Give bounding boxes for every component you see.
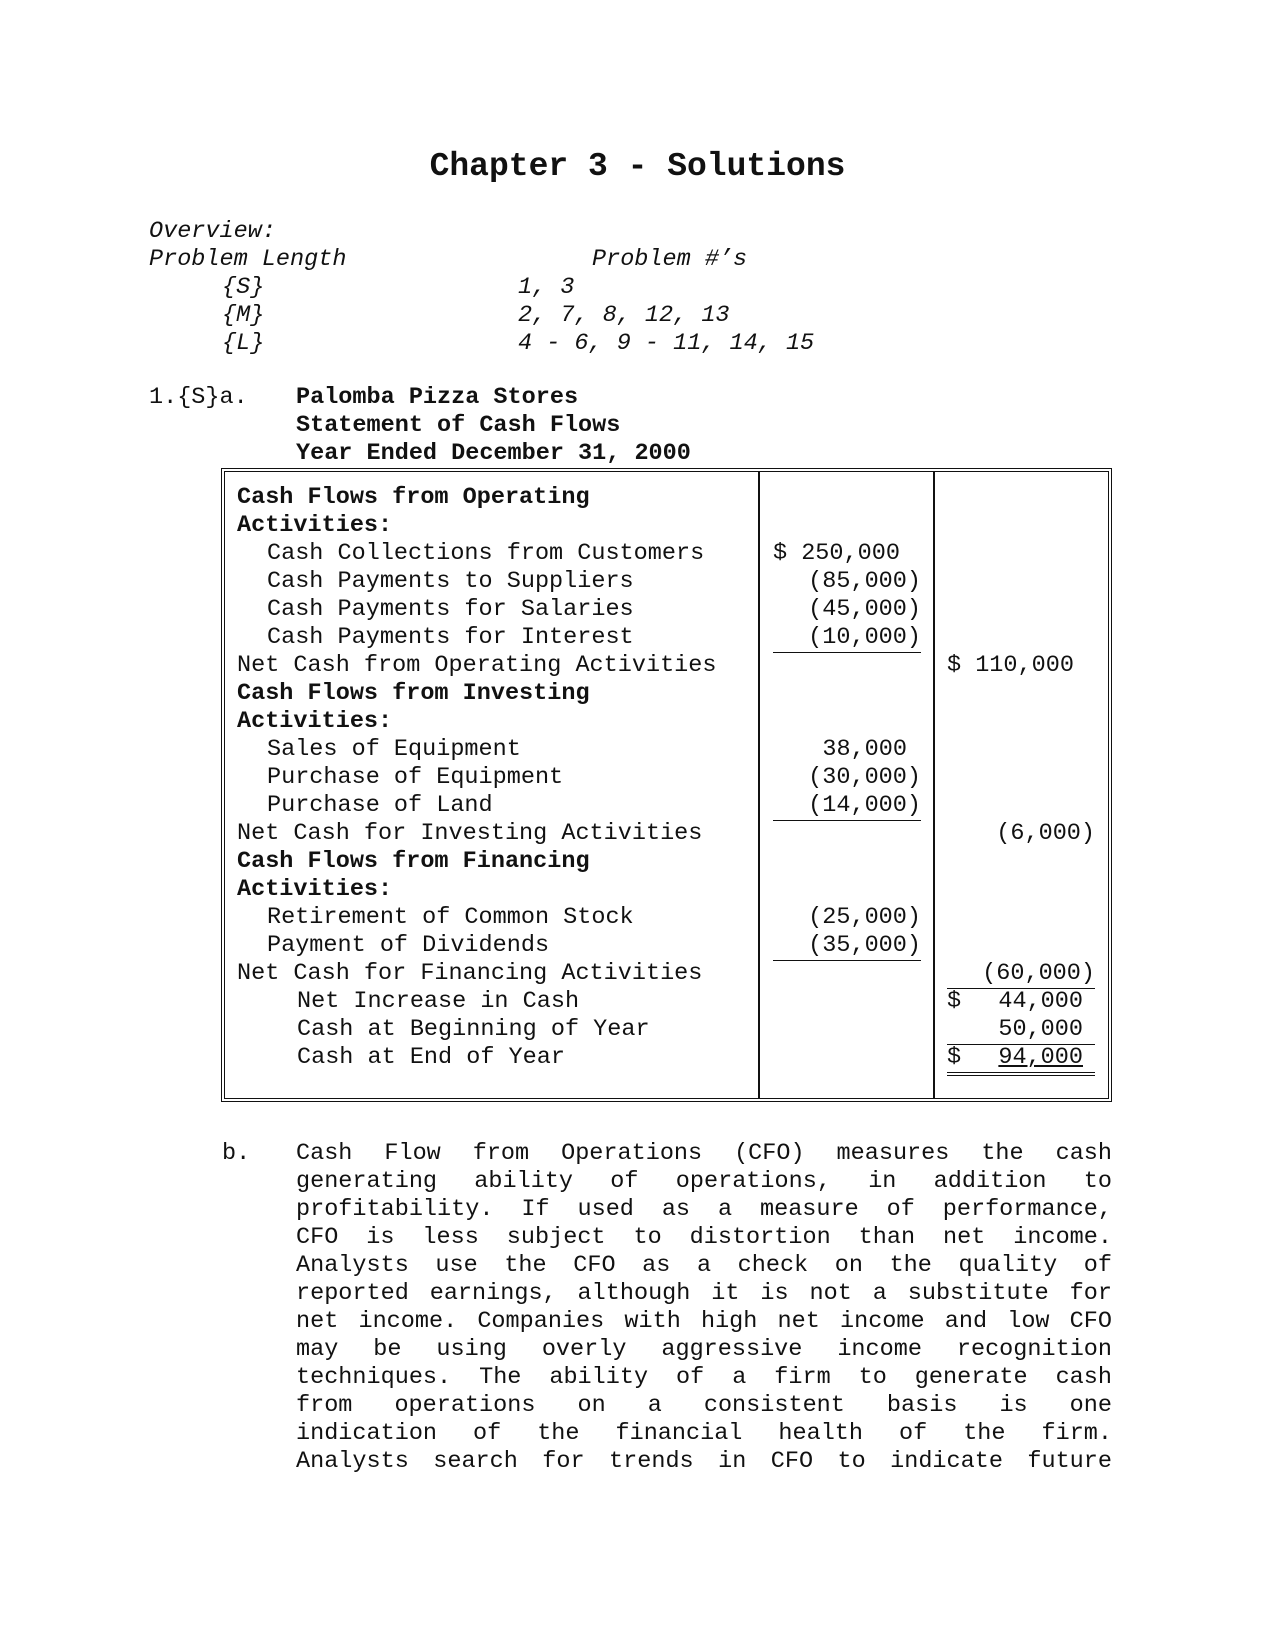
column-divider bbox=[933, 472, 935, 1098]
line-item-amount: (35,000) bbox=[773, 932, 921, 961]
line-item-label: Sales of Equipment bbox=[267, 736, 521, 763]
line-item-amount: (14,000) bbox=[773, 792, 921, 821]
operating-header-cont: Activities: bbox=[237, 512, 393, 539]
line-item-label: Cash Payments for Salaries bbox=[267, 596, 634, 623]
cash-flow-table bbox=[221, 468, 1112, 1102]
paragraph-line: may be using overly aggressive income recognition bbox=[296, 1336, 1112, 1363]
ending-cash-value: 94,000 bbox=[998, 1044, 1083, 1071]
line-item-label: Payment of Dividends bbox=[267, 932, 550, 959]
paragraph-line: Analysts search for trends in CFO to indicate future bbox=[296, 1448, 1112, 1475]
net-operating-label: Net Cash from Operating Activities bbox=[237, 652, 717, 679]
paragraph-line: generating ability of operations, in addition to bbox=[296, 1168, 1112, 1195]
ending-cash-total bbox=[947, 1044, 1095, 1076]
paragraph-line: techniques. The ability of a firm to generate cash bbox=[296, 1364, 1112, 1391]
statement-title: Statement of Cash Flows bbox=[296, 412, 621, 439]
line-item-label: Cash Payments to Suppliers bbox=[267, 568, 634, 595]
column-divider bbox=[758, 472, 760, 1098]
line-item-label: Purchase of Equipment bbox=[267, 764, 564, 791]
net-investing-total: (6,000) bbox=[996, 820, 1095, 847]
line-item-label: Cash Collections from Customers bbox=[267, 540, 705, 567]
net-increase-total: 44,000 bbox=[998, 988, 1083, 1015]
financing-header: Cash Flows from Financing bbox=[237, 848, 590, 875]
net-financing-label: Net Cash for Financing Activities bbox=[237, 960, 703, 987]
line-item-amount: (85,000) bbox=[808, 568, 921, 595]
financing-header-cont: Activities: bbox=[237, 876, 393, 903]
line-item-amount: 38,000 bbox=[822, 736, 907, 763]
net-investing-label: Net Cash for Investing Activities bbox=[237, 820, 703, 847]
overview-length-m: {M} bbox=[222, 302, 265, 329]
investing-header: Cash Flows from Investing bbox=[237, 680, 590, 707]
line-item-amount: $ 250,000 bbox=[773, 540, 900, 567]
beginning-cash-value: 50,000 bbox=[998, 1016, 1083, 1043]
company-name: Palomba Pizza Stores bbox=[296, 384, 579, 411]
line-item-amount: (10,000) bbox=[773, 624, 921, 653]
overview-col-length-header: Problem Length bbox=[149, 246, 347, 273]
paragraph-line: Analysts use the CFO as a check on the quality of bbox=[296, 1252, 1112, 1279]
operating-header: Cash Flows from Operating bbox=[237, 484, 590, 511]
net-increase-dollar: $ bbox=[947, 988, 962, 1015]
line-item-amount: (45,000) bbox=[808, 596, 921, 623]
overview-heading: Overview: bbox=[149, 218, 276, 245]
line-item-label: Retirement of Common Stock bbox=[267, 904, 634, 931]
paragraph-line: Cash Flow from Operations (CFO) measures the cash bbox=[296, 1140, 1112, 1167]
net-operating-total: $ 110,000 bbox=[947, 652, 1074, 679]
overview-length-l: {L} bbox=[222, 330, 265, 357]
line-item-label: Purchase of Land bbox=[267, 792, 493, 819]
overview-problems-m: 2, 7, 8, 12, 13 bbox=[518, 302, 730, 329]
paragraph-line: profitability. If used as a measure of performance, bbox=[296, 1196, 1112, 1223]
investing-header-cont: Activities: bbox=[237, 708, 393, 735]
page-title: Chapter 3 - Solutions bbox=[429, 148, 846, 185]
statement-period: Year Ended December 31, 2000 bbox=[296, 440, 691, 467]
overview-problems-s: 1, 3 bbox=[518, 274, 575, 301]
beginning-cash-label: Cash at Beginning of Year bbox=[297, 1016, 650, 1043]
paragraph-line: CFO is less subject to distortion than net income. bbox=[296, 1224, 1112, 1251]
paragraph-line: indication of the financial health of the firm. bbox=[296, 1420, 1112, 1447]
paragraph-line: net income. Companies with high net income and low CFO bbox=[296, 1308, 1112, 1335]
overview-problems-l: 4 - 6, 9 - 11, 14, 15 bbox=[518, 330, 815, 357]
part-b-label: b. bbox=[222, 1140, 251, 1167]
line-item-amount: (25,000) bbox=[808, 904, 921, 931]
line-item-label: Cash Payments for Interest bbox=[267, 624, 634, 651]
paragraph-line: from operations on a consistent basis is one bbox=[296, 1392, 1112, 1419]
ending-cash-label: Cash at End of Year bbox=[297, 1044, 565, 1071]
beginning-cash-total bbox=[947, 1016, 1095, 1045]
overview-col-problems-header: Problem #’s bbox=[592, 246, 748, 273]
problem-label: 1.{S}a. bbox=[149, 384, 248, 411]
paragraph-line: reported earnings, although it is not a substitute for bbox=[296, 1280, 1112, 1307]
net-financing-total: (60,000) bbox=[947, 960, 1095, 989]
line-item-amount: (30,000) bbox=[808, 764, 921, 791]
ending-cash-dollar: $ bbox=[947, 1044, 962, 1071]
net-increase-label: Net Increase in Cash bbox=[297, 988, 580, 1015]
overview-length-s: {S} bbox=[222, 274, 265, 301]
